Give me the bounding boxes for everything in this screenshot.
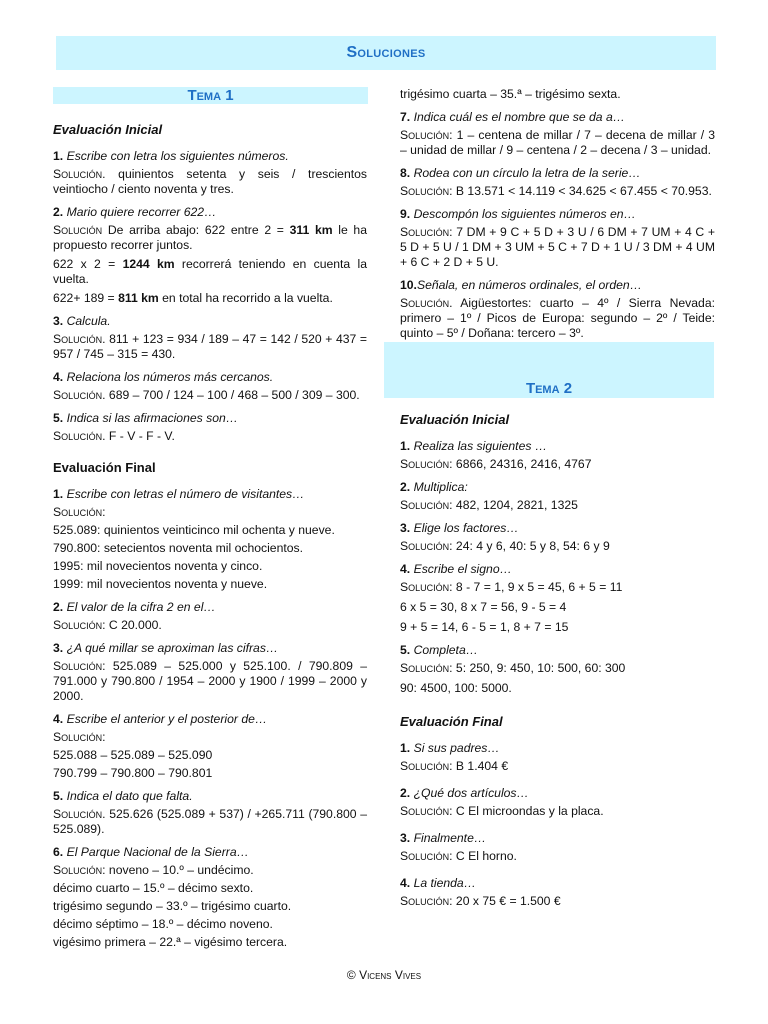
question: 4. Escribe el anterior y el posterior de… bbox=[53, 712, 268, 726]
answer: Solución: 5: 250, 9: 450, 10: 500, 60: 300 bbox=[400, 661, 626, 675]
answer: Solución: 20 x 75 € = 1.500 € bbox=[400, 894, 561, 908]
question: 10.Señala, en números ordinales, el orden… bbox=[400, 278, 642, 292]
question: 4. La tienda… bbox=[400, 876, 476, 890]
question: 7. Indica cuál es el nombre que se da a… bbox=[400, 110, 625, 124]
question: 6. El Parque Nacional de la Sierra… bbox=[53, 845, 249, 859]
answer-line: 525.088 – 525.089 – 525.090 bbox=[53, 748, 213, 762]
answer: Solución. 525.626 (525.089 + 537) / +265.711 (790.800 – 525.089). bbox=[53, 807, 367, 836]
question: 2. Multiplica: bbox=[400, 480, 468, 494]
page-title: Soluciones bbox=[346, 44, 426, 61]
answer: Solución: C El horno. bbox=[400, 849, 517, 863]
answer-line: 622+ 189 = 811 km en total ha recorrido a la vuelta. bbox=[53, 291, 333, 305]
answer-line: 790.800: setecientos noventa mil ochocientos. bbox=[53, 541, 304, 555]
question: 2. ¿Qué dos artículos… bbox=[400, 786, 529, 800]
question: 5. Indica el dato que falta. bbox=[53, 789, 193, 803]
answer-line: vigésimo primera – 22.ª – vigésimo tercera. bbox=[53, 935, 288, 949]
section-heading: Evaluación Inicial bbox=[53, 122, 163, 137]
question: 1. Escribe con letra los siguientes números. bbox=[53, 149, 289, 163]
tema1-band bbox=[53, 87, 368, 104]
answer-line: trigésimo cuarta – 35.ª – trigésimo sexta. bbox=[400, 87, 621, 101]
answer: Solución: 482, 1204, 2821, 1325 bbox=[400, 498, 578, 512]
answer: Solución: C El microondas y la placa. bbox=[400, 804, 604, 818]
right-column-top bbox=[400, 86, 715, 343]
solution-label: Solución: bbox=[53, 505, 106, 519]
section-heading: Evaluación Inicial bbox=[400, 412, 510, 427]
question: 5. Indica si las afirmaciones son… bbox=[53, 411, 238, 425]
answer: Solución: 8 - 7 = 1, 9 x 5 = 45, 6 + 5 = 11 bbox=[400, 580, 623, 594]
question: 3. Elige los factores… bbox=[400, 521, 519, 535]
answer: Solución. 811 + 123 = 934 / 189 – 47 = 142 / 520 + 437 = 957 / 745 – 315 = 430. bbox=[53, 332, 368, 361]
footer-copyright: © Vicens Vives bbox=[346, 968, 422, 982]
title-band bbox=[56, 36, 716, 70]
solution-label: Solución: bbox=[53, 730, 106, 744]
question: 3. Finalmente… bbox=[400, 831, 487, 845]
answer: Solución: noveno – 10.º – undécimo. bbox=[53, 863, 254, 877]
tema1-title: Tema 1 bbox=[187, 87, 234, 104]
answer: Solución: 7 DM + 9 C + 5 D + 3 U / 6 DM + 7 UM + 4 C + 5 D + 5 U / 1 DM + 3 UM + 5 C + 7 D + 1 U / 3 DM + 4 UM + 6 C + 2 D + 5 U. bbox=[400, 225, 716, 269]
answer-line: décimo séptimo – 18.º – décimo noveno. bbox=[53, 917, 273, 931]
answer-line: 6 x 5 = 30, 8 x 7 = 56, 9 - 5 = 4 bbox=[400, 600, 567, 614]
answer: Solución: 6866, 24316, 2416, 4767 bbox=[400, 457, 592, 471]
answer-line: 1995: mil novecientos noventa y cinco. bbox=[53, 559, 263, 573]
answer: Solución. 689 – 700 / 124 – 100 / 468 – 500 / 309 – 300. bbox=[53, 388, 360, 402]
question: 9. Descompón los siguientes números en… bbox=[400, 207, 636, 221]
answer-line: 9 + 5 = 14, 6 - 5 = 1, 8 + 7 = 15 bbox=[400, 620, 569, 634]
answer-line: 525.089: quinientos veinticinco mil ochenta y nueve. bbox=[53, 523, 335, 537]
answer-line: trigésimo segundo – 33.º – trigésimo cuarto. bbox=[53, 899, 292, 913]
answer: Solución: 525.089 – 525.000 y 525.100. / 790.809 – 791.000 y 790.800 / 1954 – 2000 y 1900 / 1999 – 2000 y 2000. bbox=[53, 659, 368, 703]
answer: Solución: B 13.571 < 14.119 < 34.625 < 67.455 < 70.953. bbox=[400, 184, 712, 198]
answer: Solución De arriba abajo: 622 entre 2 = 311 km le ha propuesto recorrer juntos. bbox=[53, 223, 367, 252]
question: 8. Rodea con un círculo la letra de la serie… bbox=[400, 166, 641, 180]
question: 3. ¿A qué millar se aproximan las cifras… bbox=[53, 641, 279, 655]
answer: Solución: B 1.404 € bbox=[400, 759, 509, 773]
question: 2. Mario quiere recorrer 622… bbox=[53, 205, 217, 219]
answer-line: 90: 4500, 100: 5000. bbox=[400, 681, 512, 695]
question: 3. Calcula. bbox=[53, 314, 111, 328]
tema2-title-wrap bbox=[384, 380, 714, 397]
answer: Solución. F - V - F - V. bbox=[53, 429, 175, 443]
section-heading: Evaluación Final bbox=[400, 714, 503, 729]
answer: Solución. quinientos setenta y seis / trescientos veintiocho / ciento noventa y tres. bbox=[53, 167, 367, 196]
tema2-title: Tema 2 bbox=[525, 380, 573, 397]
answer-line: 1999: mil novecientos noventa y nueve. bbox=[53, 577, 268, 591]
left-column bbox=[53, 122, 367, 953]
question: 4. Relaciona los números más cercanos. bbox=[53, 370, 274, 384]
question: 1. Si sus padres… bbox=[400, 741, 500, 755]
section-heading: Evaluación Final bbox=[53, 460, 156, 475]
question: 2. El valor de la cifra 2 en el… bbox=[53, 600, 216, 614]
answer-line: décimo cuarto – 15.º – décimo sexto. bbox=[53, 881, 254, 895]
answer-line: 790.799 – 790.800 – 790.801 bbox=[53, 766, 213, 780]
answer: Solución: 24: 4 y 6, 40: 5 y 8, 54: 6 y 9 bbox=[400, 539, 610, 553]
question: 1. Realiza las siguientes … bbox=[400, 439, 548, 453]
question: 1. Escribe con letras el número de visitantes… bbox=[53, 487, 305, 501]
answer-line: 622 x 2 = 1244 km recorrerá teniendo en cuenta la vuelta. bbox=[53, 257, 367, 286]
question: 5. Completa… bbox=[400, 643, 478, 657]
answer: Solución. Aigüestortes: cuarto – 4º / Sierra Nevada: primero – 1º / Picos de Europa: segundo – 2º / Teide: quinto – 5º / Doñana: tercero – 3º. bbox=[400, 296, 715, 340]
answer: Solución: 1 – centena de millar / 7 – decena de millar / 3 – unidad de millar / 9 – centena / 2 – decena / 3 – unidad. bbox=[400, 128, 715, 157]
question: 4. Escribe el signo… bbox=[400, 562, 512, 576]
answer: Solución: C 20.000. bbox=[53, 618, 162, 632]
right-column-tema2 bbox=[400, 412, 715, 912]
